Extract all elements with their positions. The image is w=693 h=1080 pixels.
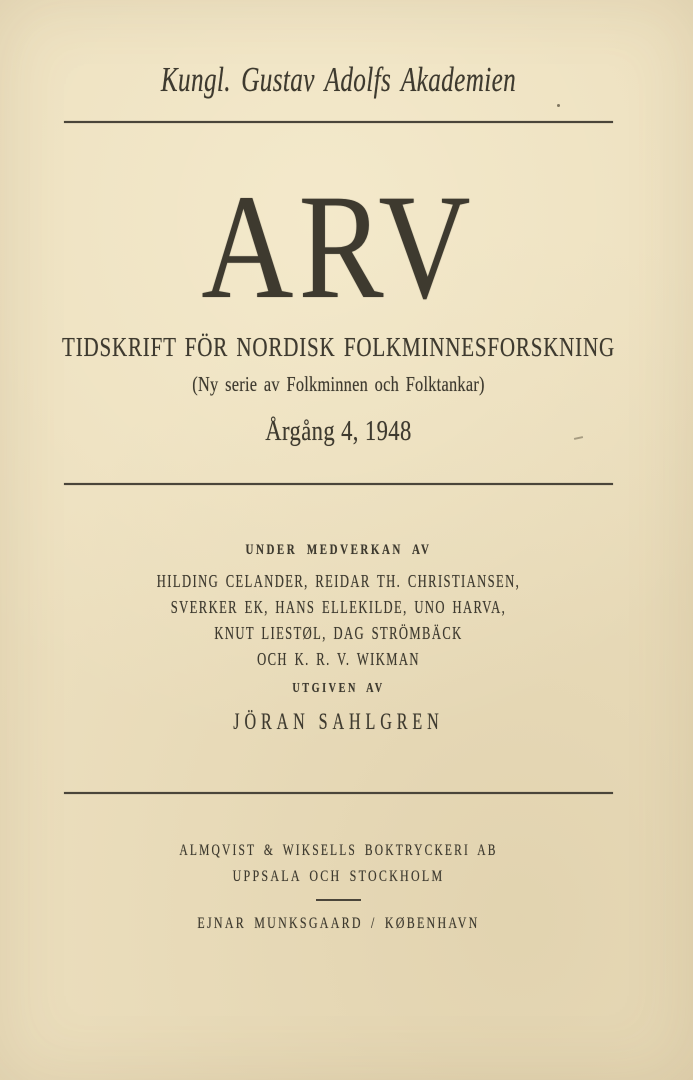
society-line: Kungl. Gustav Adolfs Akademien (160, 60, 517, 99)
journal-subtitle: TIDSKRIFT FÖR NORDISK FOLKMINNESFORSKNING (62, 332, 615, 362)
volume-year-line: Årgång 4, 1948 (265, 415, 412, 447)
publisher-line: EJNAR MUNKSGAARD / KØBENHAVN (197, 915, 480, 932)
paper-speck (557, 104, 560, 107)
middle-rule (64, 483, 613, 485)
contributors-heading: UNDER MEDVERKAN AV (245, 542, 432, 558)
editor-name: JÖRAN SAHLGREN (233, 709, 444, 734)
contributor-line: SVERKER EK, HANS ELLEKILDE, UNO HARVA, (170, 597, 507, 617)
contributor-line: KNUT LIESTØL, DAG STRÖMBÄCK (214, 623, 463, 643)
series-note: (Ny serie av Folkminnen och Folktankar) (192, 372, 485, 396)
top-rule (64, 121, 613, 123)
imprint-divider-rule (316, 899, 361, 901)
bottom-rule (64, 792, 613, 794)
printer-name-line: ALMQVIST & WIKSELLS BOKTRYCKERI AB (179, 842, 498, 859)
printer-cities-line: UPPSALA OCH STOCKHOLM (232, 868, 445, 885)
editor-heading: UTGIVEN AV (292, 681, 385, 696)
journal-title: ARV (201, 164, 476, 330)
contributor-line: HILDING CELANDER, REIDAR TH. CHRISTIANSEN, (156, 571, 521, 591)
contributor-line: OCH K. R. V. WIKMAN (257, 649, 420, 669)
